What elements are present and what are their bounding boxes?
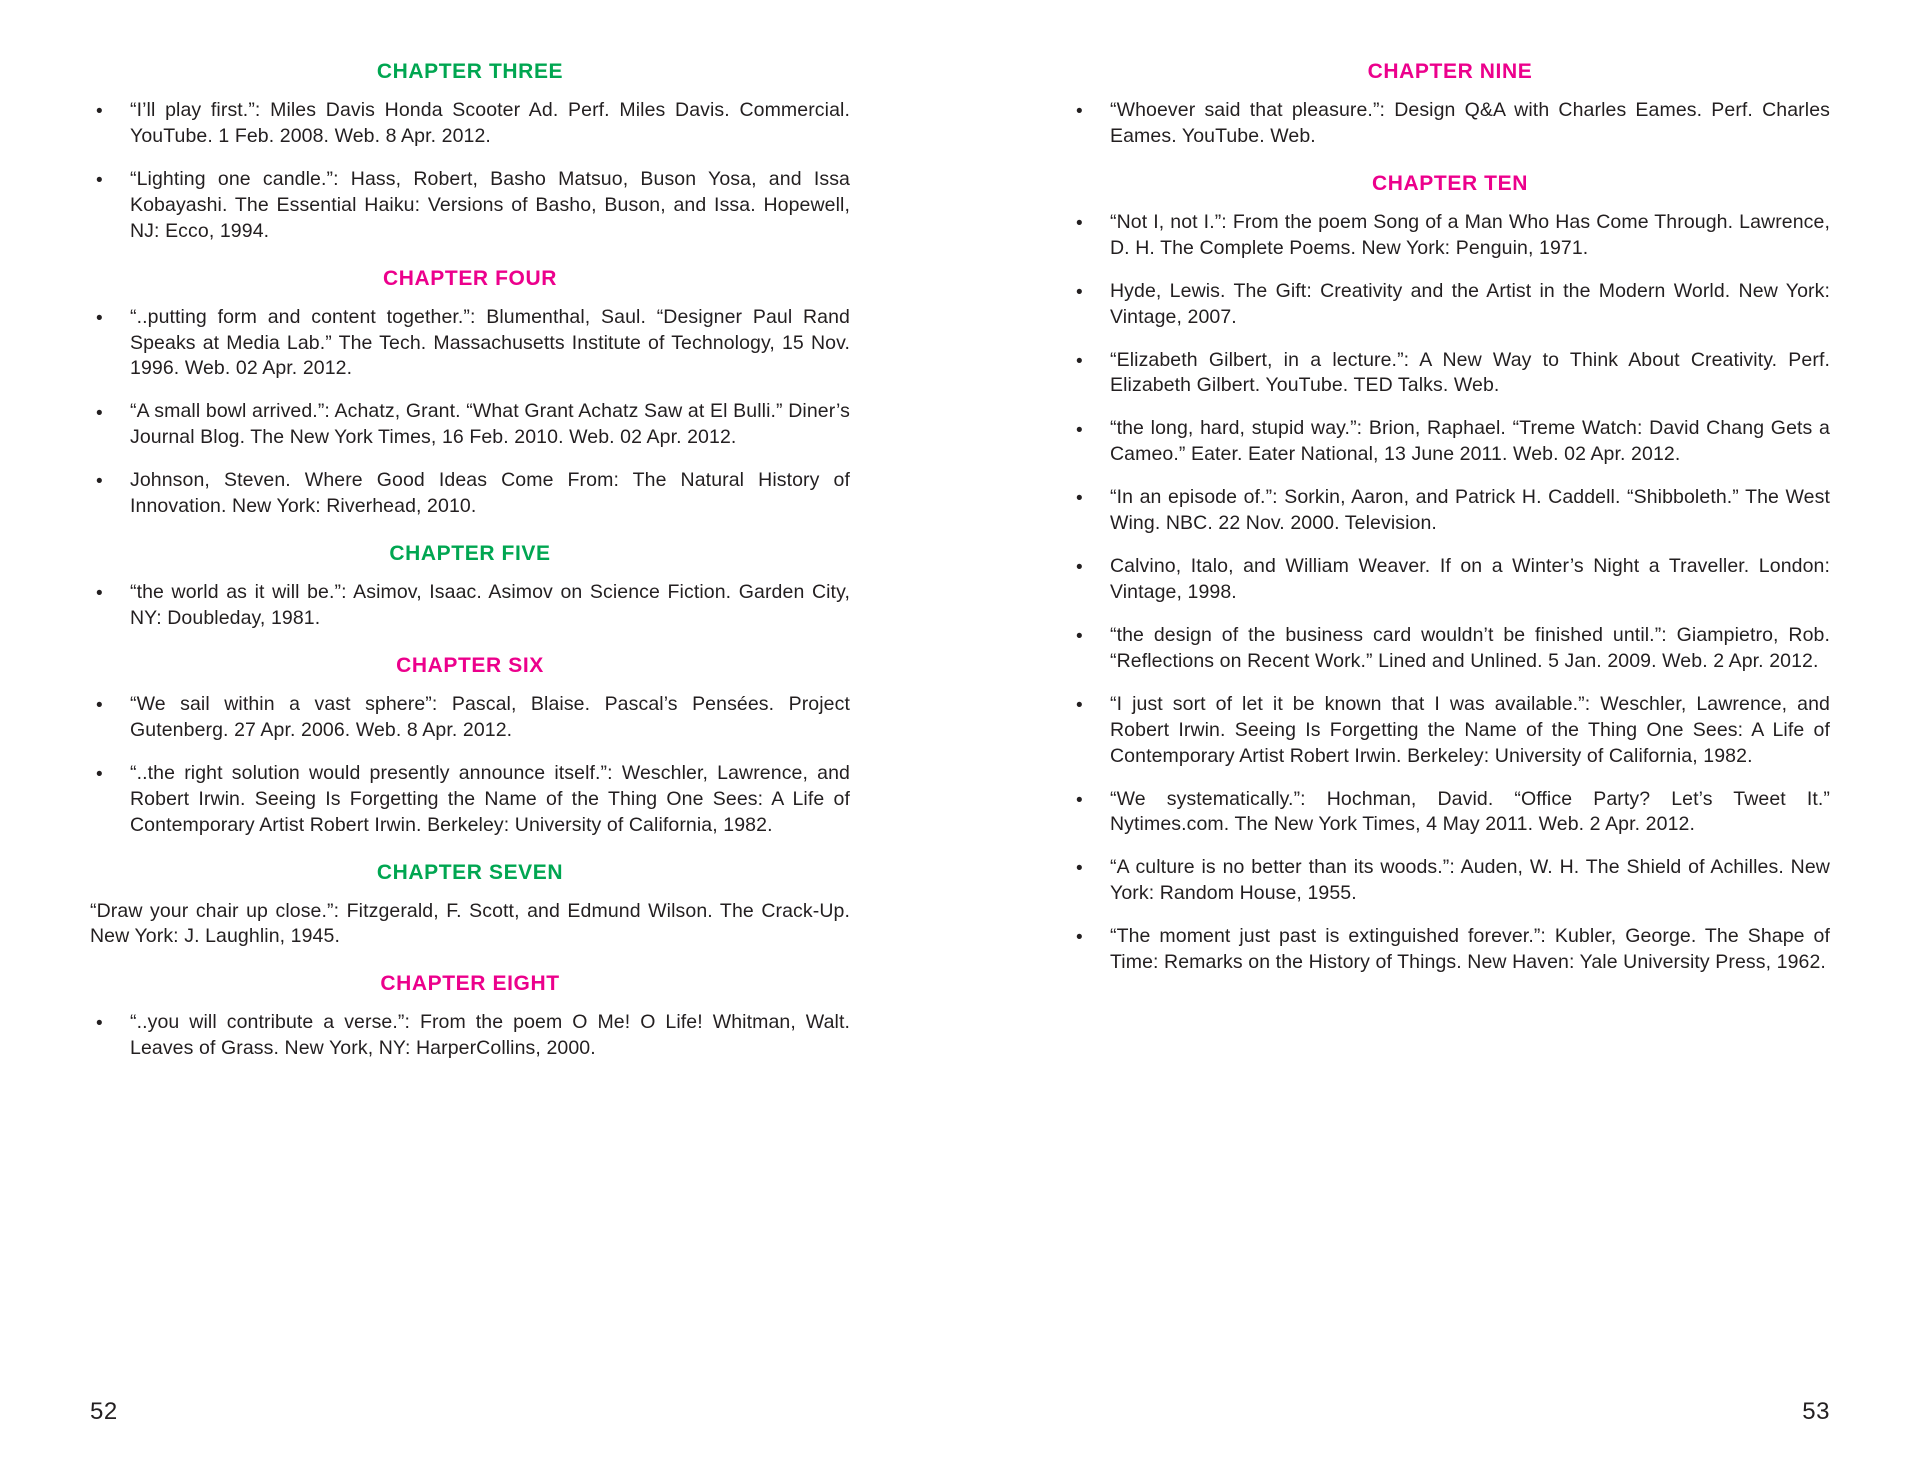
entry-text: “the world as it will be.”: Asimov, Isaac. Asimov on Science Fiction. Garden City, NY: Doubleday, 1981. [130, 581, 850, 629]
chapter-heading-three: CHAPTER THREE [376, 60, 564, 83]
bullet-icon: • [1076, 858, 1083, 880]
entry-text: “..you will contribute a verse.”: From the poem O Me! O Life! Whitman, Walt. Leaves of Grass. New York, NY: HarperCollins, 2000. [130, 1011, 850, 1060]
entry-text: “Whoever said that pleasure.”: Design Q&A with Charles Eames. Perf. Charles Eames. YouTube. Web. [1110, 99, 1830, 147]
entry-text: “A culture is no better than its woods.”: Auden, W. H. The Shield of Achilles. New York: Random House, 1955. [1110, 856, 1830, 905]
list-item [1070, 924, 1830, 976]
entry-text: “I’ll play first.”: Miles Davis Honda Scooter Ad. Perf. Miles Davis. Commercial. YouTube. 1 Feb. 2008. Web. 8 Apr. 2012. [130, 99, 850, 147]
entry-list-chapter-seven [90, 899, 850, 951]
entry-list-chapter-eight [90, 1010, 850, 1062]
bullet-icon: • [96, 695, 103, 717]
bullet-icon: • [96, 402, 103, 424]
chapter-heading-five: CHAPTER FIVE [389, 542, 551, 566]
bullet-icon: • [1076, 626, 1083, 648]
list-item [90, 399, 850, 451]
bullet-icon: • [1076, 101, 1083, 123]
chapter-heading-ten: CHAPTER TEN [1372, 171, 1528, 195]
entry-text: Calvino, Italo, and William Weaver. If on a Winter’s Night a Traveller. London: Vintage, 1998. [1110, 555, 1830, 603]
list-item [90, 761, 850, 839]
list-item [1070, 623, 1830, 675]
entry-list-chapter-ten [1070, 210, 1830, 976]
list-item [1070, 279, 1830, 331]
entry-list-chapter-five [90, 580, 850, 632]
entry-list-chapter-six [90, 692, 850, 839]
entry-text: “the long, hard, stupid way.”: Brion, Raphael. “Treme Watch: David Chang Gets a Cameo.” Eater. Eater National, 13 June 2011. Web. 02 Apr. 2012. [1110, 417, 1830, 466]
list-item [1070, 485, 1830, 537]
right-page [960, 0, 1920, 1484]
list-item [90, 580, 850, 632]
bullet-icon: • [1076, 488, 1083, 510]
entry-list-chapter-nine [1070, 98, 1830, 150]
entry-list-chapter-four [90, 305, 850, 520]
bullet-icon: • [1076, 281, 1083, 303]
bullet-icon: • [96, 763, 103, 785]
chapter-heading-nine: CHAPTER NINE [1367, 60, 1533, 83]
entry-text: Hyde, Lewis. The Gift: Creativity and the Artist in the Modern World. New York: Vintage, 2007. [1110, 279, 1830, 328]
list-item [90, 899, 850, 951]
bullet-icon: • [1076, 419, 1083, 441]
bullet-icon: • [96, 583, 103, 605]
list-item [1070, 348, 1830, 400]
bullet-icon: • [96, 307, 103, 329]
list-item [90, 1010, 850, 1062]
list-item [1070, 554, 1830, 606]
bullet-icon: • [96, 169, 103, 191]
entry-text: “In an episode of.”: Sorkin, Aaron, and Patrick H. Caddell. “Shibboleth.” The West Wing. NBC. 22 Nov. 2000. Television. [1110, 486, 1830, 535]
entry-text: “The moment just past is extinguished forever.”: Kubler, George. The Shape of Time: Remarks on the History of Things. New Haven: Yale University Press, 1962. [1110, 925, 1830, 974]
chapter-heading-eight: CHAPTER EIGHT [380, 972, 560, 996]
entry-text: “I just sort of let it be known that I was available.”: Weschler, Lawrence, and Robert Irwin. Seeing Is Forgetting the Name of the Thing One Sees: A Life of Contemporary Artist Robert Irwin. Berkeley: University of California, 1982. [1110, 692, 1830, 767]
entry-text: Johnson, Steven. Where Good Ideas Come From: The Natural History of Innovation. New York: Riverhead, 2010. [130, 469, 850, 518]
bullet-icon: • [1076, 557, 1083, 579]
entry-list-chapter-three [90, 98, 850, 245]
bullet-icon: • [1076, 789, 1083, 811]
bullet-icon: • [1076, 350, 1083, 372]
list-item [90, 98, 850, 150]
page-number-left: 52 [90, 1398, 118, 1425]
entry-text: “..putting form and content together.”: Blumenthal, Saul. “Designer Paul Rand Speaks at Media Lab.” The Tech. Massachusetts Institute of Technology, 15 Nov. 1996. Web. 02 Apr. 2012. [130, 305, 850, 380]
list-item [1070, 210, 1830, 262]
entry-text: “We systematically.”: Hochman, David. “Office Party? Let’s Tweet It.” Nytimes.com. The New York Times, 4 May 2011. Web. 2 Apr. 2012. [1110, 787, 1830, 836]
bullet-icon: • [96, 1013, 103, 1035]
chapter-heading-seven: CHAPTER SEVEN [376, 860, 564, 884]
entry-text: “Elizabeth Gilbert, in a lecture.”: A New Way to Think About Creativity. Perf. Elizabeth Gilbert. YouTube. TED Talks. Web. [1110, 348, 1830, 397]
bullet-icon: • [1076, 927, 1083, 949]
list-item [90, 468, 850, 520]
list-item [90, 305, 850, 383]
entry-text: “..the right solution would presently announce itself.”: Weschler, Lawrence, and Robert Irwin. Seeing Is Forgetting the Name of the Thing One Sees: A Life of Contemporary Artist Robert Irwin. Berkeley: University of California, 1982. [130, 761, 850, 836]
list-item [1070, 98, 1830, 150]
list-item [1070, 855, 1830, 907]
entry-text: “Lighting one candle.”: Hass, Robert, Basho Matsuo, Buson Yosa, and Issa Kobayashi. The Essential Haiku: Versions of Basho, Buson, and Issa. Hopewell, NJ: Ecco, 1994. [130, 167, 850, 242]
bullet-icon: • [96, 471, 103, 493]
bullet-icon: • [1076, 694, 1083, 716]
list-item [1070, 692, 1830, 770]
entry-text: “Draw your chair up close.”: Fitzgerald, F. Scott, and Edmund Wilson. The Crack-Up. New York: J. Laughlin, 1945. [90, 899, 850, 948]
list-item [1070, 787, 1830, 839]
list-item [90, 167, 850, 245]
list-item [1070, 416, 1830, 468]
entry-text: “We sail within a vast sphere”: Pascal, Blaise. Pascal’s Pensées. Project Gutenberg. 27 Apr. 2006. Web. 8 Apr. 2012. [130, 692, 850, 741]
chapter-heading-six: CHAPTER SIX [396, 653, 544, 677]
entry-text: “A small bowl arrived.”: Achatz, Grant. “What Grant Achatz Saw at El Bulli.” Diner’s Journal Blog. The New York Times, 16 Feb. 2010. Web. 02 Apr. 2012. [130, 400, 850, 449]
entry-text: “Not I, not I.”: From the poem Song of a Man Who Has Come Through. Lawrence, D. H. The Complete Poems. New York: Penguin, 1971. [1110, 210, 1830, 259]
bullet-icon: • [96, 101, 103, 123]
bullet-icon: • [1076, 212, 1083, 234]
entry-text: “the design of the business card wouldn’t be finished until.”: Giampietro, Rob. “Reflections on Recent Work.” Lined and Unlined. 5 Jan. 2009. Web. 2 Apr. 2012. [1110, 623, 1830, 672]
page-number-right: 53 [1802, 1398, 1830, 1425]
chapter-heading-four: CHAPTER FOUR [382, 266, 558, 290]
list-item [90, 692, 850, 744]
